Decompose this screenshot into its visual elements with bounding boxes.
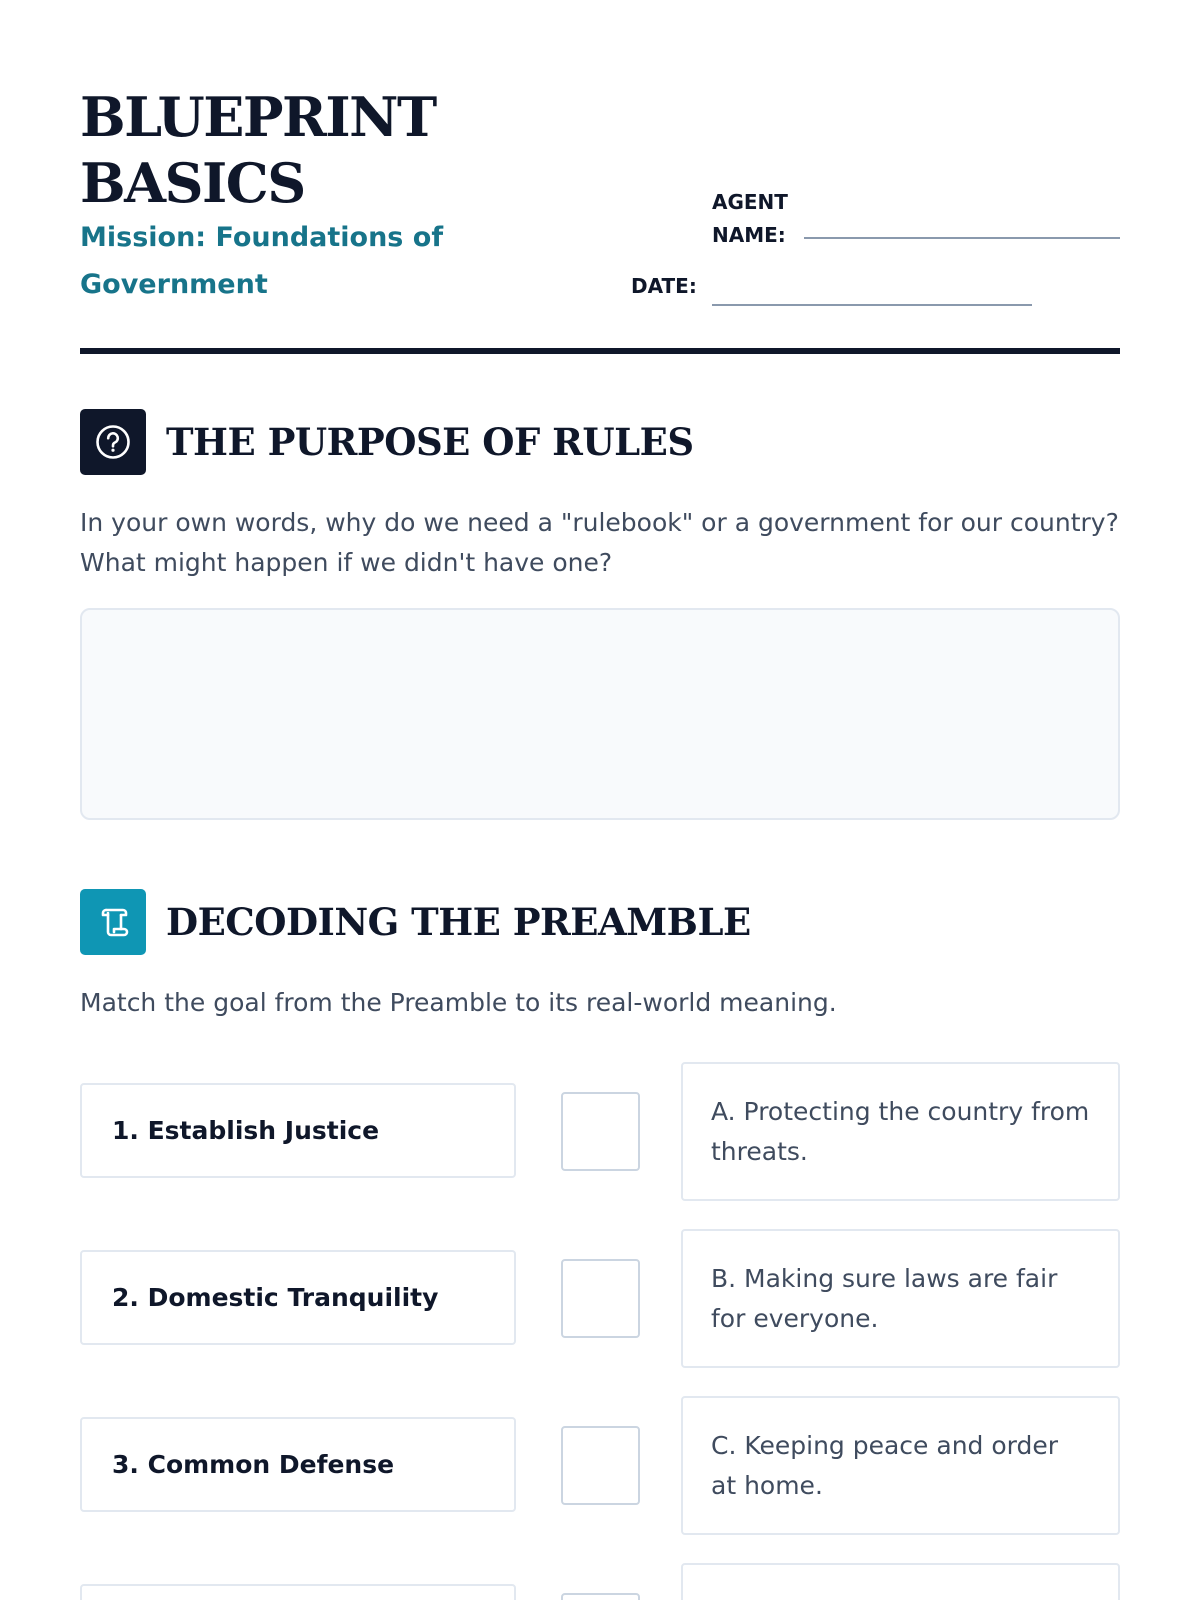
match-answer-box-2[interactable] — [561, 1259, 640, 1338]
match-answer-box-1[interactable] — [561, 1092, 640, 1171]
scroll-icon — [80, 889, 146, 955]
preamble-term-3: 3. Common Defense — [80, 1417, 516, 1512]
agent-label-line-1: AGENT — [712, 190, 788, 214]
match-answer-box-4[interactable] — [561, 1593, 640, 1600]
agent-name-field[interactable] — [804, 237, 1120, 239]
preamble-term-4 — [80, 1584, 516, 1600]
date-label: DATE: — [631, 274, 697, 298]
decoding-preamble-prompt: Match the goal from the Preamble to its real-world meaning. — [80, 988, 837, 1017]
agent-name-label — [712, 186, 802, 252]
preamble-definition-a: A. Protecting the country from threats. — [681, 1062, 1120, 1201]
section-decoding-preamble-title: DECODING THE PREAMBLE — [166, 900, 751, 944]
purpose-answer-box[interactable] — [80, 608, 1120, 820]
section-purpose-of-rules-title: THE PURPOSE OF RULES — [166, 420, 694, 464]
question-circle-icon — [80, 409, 146, 475]
preamble-term-2: 2. Domestic Tranquility — [80, 1250, 516, 1345]
preamble-definition-c: C. Keeping peace and order at home. — [681, 1396, 1120, 1535]
worksheet-page — [80, 0, 1120, 1600]
agent-label-line-2: NAME: — [712, 223, 786, 247]
date-field[interactable] — [712, 304, 1032, 306]
mission-subtitle: Mission: Foundations of Government — [80, 222, 444, 300]
header-divider — [80, 348, 1120, 354]
title-line-2: BASICS — [80, 151, 305, 215]
preamble-definition-d — [681, 1563, 1120, 1600]
preamble-definition-b: B. Making sure laws are fair for everyone. — [681, 1229, 1120, 1368]
worksheet-title — [80, 84, 600, 216]
match-answer-box-3[interactable] — [561, 1426, 640, 1505]
title-line-1: BLUEPRINT — [80, 85, 436, 149]
preamble-term-1: 1. Establish Justice — [80, 1083, 516, 1178]
purpose-of-rules-prompt: In your own words, why do we need a "rulebook" or a government for our country? What might happen if we didn't have one? — [80, 508, 1119, 577]
